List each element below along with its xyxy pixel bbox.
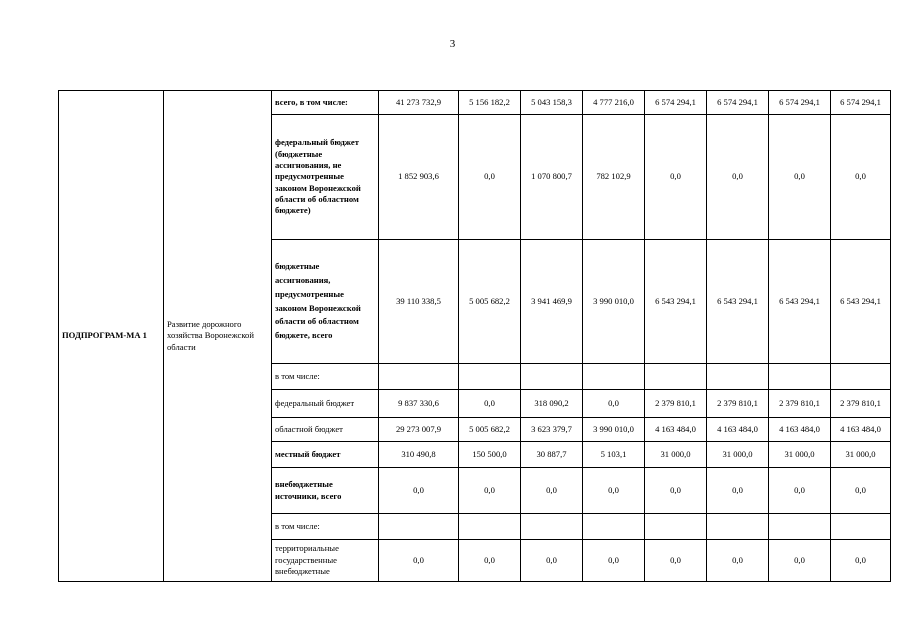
value-cell: 0,0 — [645, 540, 707, 582]
value-cell: 6 574 294,1 — [831, 91, 891, 115]
value-cell: 0,0 — [583, 540, 645, 582]
value-cell: 0,0 — [459, 540, 521, 582]
value-cell: 1 852 903,6 — [379, 115, 459, 240]
value-cell: 0,0 — [459, 390, 521, 418]
row-label: бюджетные ассигнования, предусмотренные законом Воронежской области об областном бюджете, всего — [272, 240, 379, 364]
value-cell: 5 103,1 — [583, 442, 645, 468]
value-cell: 9 837 330,6 — [379, 390, 459, 418]
value-cell: 0,0 — [583, 468, 645, 514]
value-cell: 0,0 — [769, 468, 831, 514]
value-cell: 6 574 294,1 — [769, 91, 831, 115]
row-label: федеральный бюджет (бюджетные ассигнования, не предусмотренные законом Воронежской области об областном бюджете) — [272, 115, 379, 240]
value-cell: 2 379 810,1 — [831, 390, 891, 418]
value-cell: 6 574 294,1 — [645, 91, 707, 115]
row-label: всего, в том числе: — [272, 91, 379, 115]
value-cell: 4 163 484,0 — [645, 418, 707, 442]
value-cell: 0,0 — [459, 468, 521, 514]
value-cell: 0,0 — [521, 540, 583, 582]
value-cell — [521, 514, 583, 540]
program-name: Развитие дорожного хозяйства Воронежской области — [164, 91, 272, 582]
value-cell: 31 000,0 — [645, 442, 707, 468]
budget-table — [58, 90, 891, 582]
value-cell: 5 005 682,2 — [459, 418, 521, 442]
value-cell: 0,0 — [379, 468, 459, 514]
value-cell: 310 490,8 — [379, 442, 459, 468]
value-cell — [583, 364, 645, 390]
value-cell: 5 043 158,3 — [521, 91, 583, 115]
value-cell: 6 543 294,1 — [831, 240, 891, 364]
value-cell — [831, 514, 891, 540]
value-cell: 3 990 010,0 — [583, 418, 645, 442]
value-cell: 0,0 — [831, 540, 891, 582]
value-cell — [379, 364, 459, 390]
value-cell: 4 163 484,0 — [707, 418, 769, 442]
table-row — [59, 91, 891, 115]
value-cell — [459, 514, 521, 540]
value-cell: 0,0 — [769, 115, 831, 240]
value-cell: 1 070 800,7 — [521, 115, 583, 240]
value-cell: 3 941 469,9 — [521, 240, 583, 364]
value-cell: 31 000,0 — [707, 442, 769, 468]
value-cell: 5 005 682,2 — [459, 240, 521, 364]
value-cell: 3 990 010,0 — [583, 240, 645, 364]
value-cell — [459, 364, 521, 390]
value-cell: 2 379 810,1 — [707, 390, 769, 418]
value-cell: 2 379 810,1 — [645, 390, 707, 418]
value-cell: 5 156 182,2 — [459, 91, 521, 115]
row-label: в том числе: — [272, 514, 379, 540]
value-cell: 0,0 — [707, 540, 769, 582]
row-label: федеральный бюджет — [272, 390, 379, 418]
value-cell: 29 273 007,9 — [379, 418, 459, 442]
value-cell: 0,0 — [769, 540, 831, 582]
value-cell: 0,0 — [831, 468, 891, 514]
row-label: внебюджетные источники, всего — [272, 468, 379, 514]
program-code: ПОДПРОГРАМ-МА 1 — [59, 91, 164, 582]
value-cell: 39 110 338,5 — [379, 240, 459, 364]
value-cell: 4 163 484,0 — [769, 418, 831, 442]
value-cell: 0,0 — [379, 540, 459, 582]
value-cell: 0,0 — [645, 468, 707, 514]
value-cell: 0,0 — [459, 115, 521, 240]
value-cell — [707, 364, 769, 390]
value-cell: 0,0 — [583, 390, 645, 418]
value-cell — [707, 514, 769, 540]
value-cell: 0,0 — [645, 115, 707, 240]
value-cell — [831, 364, 891, 390]
value-cell — [645, 514, 707, 540]
value-cell: 41 273 732,9 — [379, 91, 459, 115]
value-cell: 6 543 294,1 — [707, 240, 769, 364]
value-cell — [583, 514, 645, 540]
value-cell — [521, 364, 583, 390]
value-cell: 3 623 379,7 — [521, 418, 583, 442]
value-cell: 318 090,2 — [521, 390, 583, 418]
page-number: 3 — [449, 38, 456, 50]
value-cell — [769, 364, 831, 390]
row-label: областной бюджет — [272, 418, 379, 442]
value-cell: 150 500,0 — [459, 442, 521, 468]
row-label: местный бюджет — [272, 442, 379, 468]
value-cell: 2 379 810,1 — [769, 390, 831, 418]
value-cell: 31 000,0 — [831, 442, 891, 468]
value-cell: 0,0 — [707, 468, 769, 514]
value-cell: 4 163 484,0 — [831, 418, 891, 442]
row-label: в том числе: — [272, 364, 379, 390]
value-cell — [379, 514, 459, 540]
value-cell: 31 000,0 — [769, 442, 831, 468]
value-cell: 0,0 — [831, 115, 891, 240]
value-cell: 6 574 294,1 — [707, 91, 769, 115]
value-cell — [769, 514, 831, 540]
value-cell: 0,0 — [707, 115, 769, 240]
value-cell: 6 543 294,1 — [769, 240, 831, 364]
value-cell: 782 102,9 — [583, 115, 645, 240]
row-label: территориальные государственные внебюджетные — [272, 540, 379, 582]
value-cell: 4 777 216,0 — [583, 91, 645, 115]
value-cell — [645, 364, 707, 390]
value-cell: 0,0 — [521, 468, 583, 514]
value-cell: 30 887,7 — [521, 442, 583, 468]
value-cell: 6 543 294,1 — [645, 240, 707, 364]
